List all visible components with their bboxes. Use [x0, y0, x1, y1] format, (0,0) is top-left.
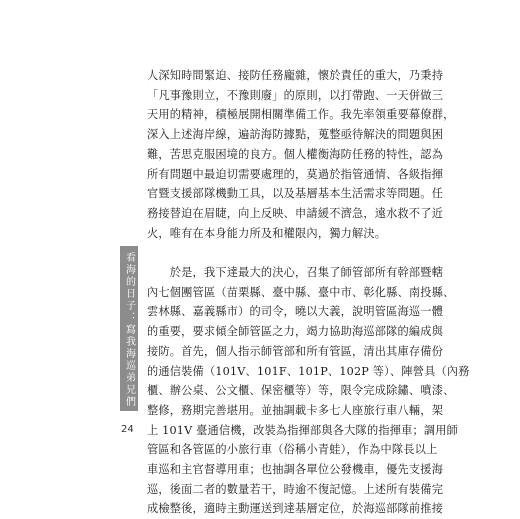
book-title-side-tab [120, 246, 138, 411]
text-line: 天用的精神，積極展開相關準備工作。我先率領重要幕僚群， [147, 108, 455, 122]
paragraph-2 [147, 263, 477, 519]
paragraph-1 [147, 66, 477, 243]
text-line: 上 101V 臺通信機，改裝為指揮部與各大隊的指揮車；調用師 [147, 423, 459, 437]
text-line: 的通信裝備（101V、101F、101P、102P 等）、陣營具（內務 [147, 364, 470, 378]
text-line: 「凡事豫則立，不豫則廢」的原則，以打帶跑、一天併做三 [147, 88, 444, 102]
text-line: 成檢整後，適時主動運送到達基層定位，於海巡部隊前推接 [147, 502, 444, 516]
text-line: 整修，務期完善堪用。並抽調載卡多七人座旅行車八輛，架 [147, 403, 444, 417]
text-line: 人深知時間緊迫、接防任務龐雜，懷於責任的重大，乃秉持 [147, 69, 444, 82]
page-body [147, 66, 477, 519]
text-line: 巡，後面二者的數量若干，時逾不復記憶。上述所有裝備完 [147, 482, 444, 496]
book-title-text: 看海的日子：寫我海巡弟兄們 [123, 252, 135, 408]
text-line: 管區和各管區的小旅行車（俗稱小青蛙），作為中隊長以上 [147, 443, 438, 457]
text-line: 所有問題中最迫切需要處理的，莫過於指管通情、各級指揮 [147, 167, 444, 181]
text-line: 難，苦思克服困境的良方。個人權衡海防任務的特性，認為 [147, 147, 444, 161]
text-line: 的重要，要求傾全師管區之力，竭力協助海巡部隊的編成與 [147, 325, 444, 339]
page-number: 24 [121, 424, 134, 435]
text-line: 官暨支援部隊機動工具，以及基層基本生活需求等問題。任 [147, 187, 444, 201]
text-line: 雲林縣、嘉義縣市）的司令，曉以大義，說明管區海巡一體 [147, 305, 444, 319]
text-line: 車巡和主官督導用車；也抽調各單位公發機車，優先支援海 [147, 463, 444, 477]
paragraph-gap [147, 243, 477, 263]
text-line: 於是，我下達最大的決心，召集了師管部所有幹部暨轄 [147, 266, 444, 280]
text-line: 火，唯有在本身能力所及和權限內，獨力解決。 [147, 226, 387, 240]
text-line: 櫃、辦公桌、公文櫃、保密櫃等）等，限令完成除鏽、噴漆、 [147, 384, 455, 398]
text-line: 務接替迫在眉睫，向上反映、申請緩不濟急，遠水救不了近 [147, 206, 444, 220]
text-line: 內七個團管區（苗栗縣、臺中縣、臺中市、彰化縣、南投縣、 [147, 285, 455, 299]
text-line: 深入上述海岸線，遍訪海防據點，蒐整亟待解決的問題與困 [147, 128, 444, 142]
text-line: 接防。首先，個人指示師管部和所有管區，清出其庫存備份 [147, 344, 444, 358]
